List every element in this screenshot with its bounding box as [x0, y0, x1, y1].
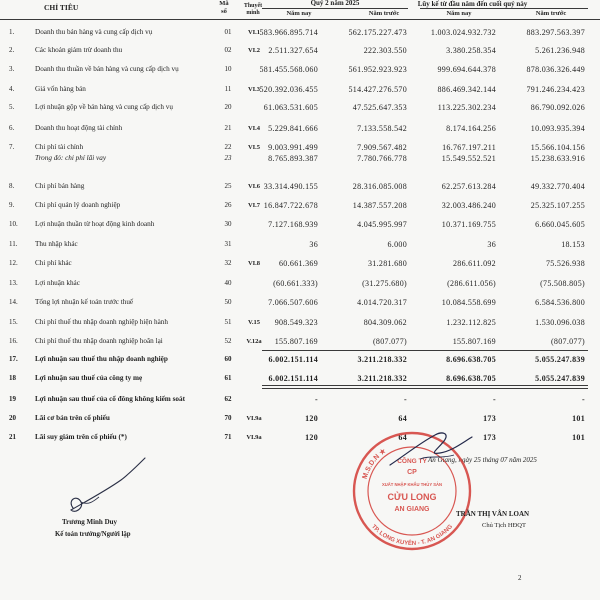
quarter-prior-value: 4.014.720.317 [357, 297, 407, 307]
row-note: VI.6 [247, 182, 261, 190]
quarter-prior-value: 47.525.647.353 [352, 102, 407, 112]
ytd-prior-value: 86.790.092.026 [530, 102, 585, 112]
row-code: 62 [224, 394, 232, 403]
row-code: 51 [224, 317, 232, 326]
row-number: 4. [9, 84, 15, 93]
row-note: VI.1 [247, 28, 261, 36]
table-row [0, 413, 600, 424]
row-code: 26 [224, 200, 232, 209]
table-row [0, 258, 600, 269]
table-row [0, 432, 600, 443]
table-row [0, 45, 600, 56]
header-divider [420, 8, 588, 9]
row-note: VI.8 [247, 259, 261, 267]
ytd-current-value: 62.257.613.284 [441, 181, 496, 191]
row-label: Tổng lợi nhuận kế toán trước thuế [35, 297, 134, 306]
quarter-current-value: 120 [305, 432, 318, 442]
row-code: 32 [224, 258, 232, 267]
quarter-current-value: 908.549.323 [274, 317, 318, 327]
column-group-quarter: Quý 2 năm 2025 [310, 0, 360, 7]
row-code: 20 [224, 102, 232, 111]
quarter-current-value: (60.661.333) [273, 278, 318, 288]
table-row [0, 153, 600, 164]
row-code: 21 [224, 123, 232, 132]
quarter-current-value: 61.063.531.605 [263, 102, 318, 112]
chair-title: Chủ Tịch HĐQT [482, 522, 526, 529]
chair-name: TRẦN THỊ VÂN LOAN [456, 510, 530, 518]
table-row [0, 200, 600, 211]
row-label: Trong đó: chi phí lãi vay [35, 153, 107, 162]
ytd-prior-value: 101 [572, 413, 585, 423]
row-label: Các khoản giảm trừ doanh thu [35, 45, 123, 54]
row-label: Chi phí khác [35, 258, 72, 267]
header-divider [262, 8, 408, 9]
signing-date: An Giang, ngày 25 tháng 07 năm 2025 [428, 456, 537, 464]
row-number: 1. [9, 27, 15, 36]
seal-line-4: CỬU LONG [387, 492, 437, 502]
row-code: 01 [224, 27, 232, 36]
row-number: 13. [9, 278, 18, 287]
row-note: V.12a [246, 337, 262, 345]
ytd-current-value: 886.469.342.144 [437, 84, 496, 94]
row-label: Lợi nhuận sau thuế của công ty mẹ [35, 373, 143, 382]
row-code: 50 [224, 297, 232, 306]
quarter-current-value: 7.127.168.939 [268, 219, 318, 229]
accountant-signature [55, 450, 155, 525]
column-header-quarter-prior: Năm trước [368, 10, 400, 17]
ytd-current-value: 16.767.197.211 [442, 142, 496, 152]
ytd-current-value: 8.696.638.705 [446, 373, 496, 383]
accountant-title: Kế toán trưởng/Người lập [55, 531, 131, 538]
row-label: Chi phí thuế thu nhập doanh nghiệp hoãn lại [35, 336, 163, 345]
row-label: Chi phí bán hàng [35, 181, 85, 190]
seal-ring-bottom-text: TP. LONG XUYÊN - T. AN GIANG [369, 523, 455, 548]
row-number: 18 [9, 373, 16, 382]
ytd-prior-value: 25.325.107.255 [530, 200, 585, 210]
row-note: VI.4 [247, 124, 261, 132]
ytd-prior-value: 878.036.326.449 [526, 64, 585, 74]
quarter-prior-value: 7.133.558.542 [357, 123, 407, 133]
quarter-prior-value: - [404, 394, 407, 404]
row-note: VI.9a [246, 433, 262, 441]
row-number: 20 [9, 413, 16, 422]
row-number: 14. [9, 297, 18, 306]
row-number: 12. [9, 258, 18, 267]
row-label: Lợi nhuận khác [35, 278, 80, 287]
ytd-prior-value: 5.261.236.948 [535, 45, 585, 55]
row-number: 8. [9, 181, 15, 190]
ytd-current-value: 173 [483, 432, 496, 442]
total-rule [262, 350, 588, 351]
ytd-prior-value: 10.093.935.394 [530, 123, 585, 133]
ytd-current-value: 10.084.558.699 [441, 297, 496, 307]
ytd-current-value: 32.003.486.240 [441, 200, 496, 210]
table-row [0, 64, 600, 75]
row-note: VI.7 [247, 201, 261, 209]
table-row [0, 394, 600, 405]
quarter-current-value: 155.807.169 [274, 336, 318, 346]
row-code: 60 [224, 354, 232, 363]
ytd-prior-value: 49.332.770.404 [530, 181, 585, 191]
quarter-current-value: 33.314.490.155 [263, 181, 318, 191]
row-code: 02 [224, 45, 232, 54]
row-label: Thu nhập khác [35, 239, 78, 248]
row-number: 9. [9, 200, 15, 209]
row-label: Lợi nhuận gộp về bán hàng và cung cấp dịch vụ [35, 102, 173, 111]
ytd-prior-value: 1.530.096.038 [535, 317, 585, 327]
column-header-quarter-current: Năm nay [286, 10, 312, 17]
row-code: 71 [224, 432, 232, 441]
row-code: 31 [224, 239, 232, 248]
ytd-prior-value: 6.660.045.605 [535, 219, 585, 229]
ytd-current-value: (286.611.056) [447, 278, 496, 288]
quarter-prior-value: 28.316.085.008 [352, 181, 407, 191]
row-number: 3. [9, 64, 15, 73]
table-row [0, 219, 600, 230]
column-header-chi-tieu: CHỈ TIÊU [44, 3, 79, 12]
seal-line-2: CP [407, 469, 417, 476]
seal-line-3: XUẤT NHẬP KHẨU THỦY SẢN [381, 482, 443, 487]
ytd-prior-value: 75.526.938 [546, 258, 585, 268]
ytd-prior-value: 5.055.247.839 [535, 373, 585, 383]
row-note: VI.3 [247, 85, 261, 93]
row-code: 22 [224, 142, 232, 151]
ytd-current-value: - [493, 394, 496, 404]
table-row [0, 317, 600, 328]
quarter-prior-value: 804.309.062 [363, 317, 407, 327]
ytd-prior-value: (807.077) [550, 336, 585, 346]
quarter-current-value: 36 [309, 239, 318, 249]
quarter-prior-value: 7.780.766.778 [357, 153, 407, 163]
quarter-current-value: 581.455.568.060 [259, 64, 318, 74]
quarter-current-value: 520.392.036.455 [259, 84, 318, 94]
quarter-current-value: 120 [305, 413, 318, 423]
quarter-prior-value: 4.045.995.997 [357, 219, 407, 229]
quarter-prior-value: 64 [398, 432, 407, 442]
row-number: 5. [9, 102, 15, 111]
row-code: 23 [224, 153, 232, 162]
seal-line-1: CÔNG TY [397, 458, 427, 465]
quarter-current-value: 583.966.895.714 [259, 27, 318, 37]
table-row [0, 123, 600, 134]
row-number: 16. [9, 336, 18, 345]
ytd-current-value: 10.371.169.755 [441, 219, 496, 229]
row-number: 15. [9, 317, 18, 326]
quarter-prior-value: 222.303.550 [363, 45, 407, 55]
ytd-current-value: 1.003.024.932.732 [430, 27, 496, 37]
quarter-current-value: 60.661.369 [279, 258, 318, 268]
row-note: VI.2 [247, 46, 261, 54]
quarter-prior-value: 64 [398, 413, 407, 423]
table-row [0, 142, 600, 153]
ytd-prior-value: 883.297.563.397 [526, 27, 585, 37]
double-underline [262, 385, 588, 389]
quarter-current-value: 8.765.893.387 [268, 153, 318, 163]
table-row [0, 181, 600, 192]
quarter-prior-value: 31.281.680 [368, 258, 407, 268]
column-header-ytd-prior: Năm trước [535, 10, 567, 17]
row-code: 25 [224, 181, 232, 190]
table-row [0, 84, 600, 95]
row-label: Lợi nhuận thuần từ hoạt động kinh doanh [35, 219, 155, 228]
ytd-prior-value: (75.508.805) [540, 278, 585, 288]
row-label: Doanh thu thuần về bán hàng và cung cấp dịch vụ [35, 64, 179, 73]
row-number: 19 [9, 394, 16, 403]
row-label: Lãi suy giảm trên cổ phiếu (*) [35, 432, 127, 441]
column-header-ma-so: Mã số [219, 0, 229, 15]
row-number: 10. [9, 219, 18, 228]
row-label: Lợi nhuận sau thuế của cổ đông không kiểm soát [35, 394, 185, 403]
row-code: 40 [224, 278, 232, 287]
table-row [0, 239, 600, 250]
header-bottom-rule [0, 19, 600, 20]
quarter-current-value: 5.229.841.666 [268, 123, 318, 133]
table-row [0, 354, 600, 365]
ytd-current-value: 173 [483, 413, 496, 423]
quarter-prior-value: 3.211.218.332 [357, 354, 407, 364]
row-note: VI.5 [247, 143, 261, 151]
ytd-prior-value: 15.238.633.916 [530, 153, 585, 163]
quarter-prior-value: (31.275.680) [362, 278, 407, 288]
quarter-current-value: - [315, 394, 318, 404]
quarter-prior-value: 7.909.567.482 [357, 142, 407, 152]
row-number: 7. [9, 142, 15, 151]
row-code: 52 [224, 336, 232, 345]
row-note: VI.9a [246, 414, 262, 422]
row-label: Chi phí tài chính [35, 142, 84, 151]
row-label: Chi phí quản lý doanh nghiệp [35, 200, 121, 209]
row-code: 10 [224, 64, 232, 73]
ytd-prior-value: 18.153 [561, 239, 585, 249]
seal-line-5: AN GIANG [394, 506, 430, 513]
row-label: Giá vốn hàng bán [35, 84, 86, 93]
column-header-thuyet-minh: Thuyết minh [243, 3, 263, 16]
quarter-current-value: 9.003.991.499 [268, 142, 318, 152]
ytd-current-value: 286.611.092 [452, 258, 496, 268]
ytd-prior-value: 6.584.536.800 [535, 297, 585, 307]
row-number: 6. [9, 123, 15, 132]
row-label: Chi phí thuế thu nhập doanh nghiệp hiện hành [35, 317, 168, 326]
ytd-current-value: 8.174.164.256 [446, 123, 496, 133]
column-group-ytd: Lũy kế từ đầu năm đến cuối quý này [417, 0, 528, 8]
row-code: 70 [224, 413, 232, 422]
row-number: 2. [9, 45, 15, 54]
seal-ring-top-text: M.S.D.N ★ [361, 447, 388, 480]
ytd-current-value: 3.380.258.354 [446, 45, 496, 55]
row-note: V.15 [248, 318, 260, 326]
quarter-prior-value: 514.427.276.570 [348, 84, 407, 94]
quarter-current-value: 6.002.151.114 [268, 354, 318, 364]
table-row [0, 102, 600, 113]
table-row [0, 27, 600, 38]
ytd-prior-value: 101 [572, 432, 585, 442]
ytd-current-value: 999.694.644.378 [437, 64, 496, 74]
table-row [0, 336, 600, 347]
quarter-prior-value: 562.175.227.473 [348, 27, 407, 37]
ytd-current-value: 113.225.302.234 [437, 102, 496, 112]
quarter-current-value: 7.066.507.606 [268, 297, 318, 307]
quarter-prior-value: 6.000 [387, 239, 407, 249]
table-row [0, 373, 600, 384]
ytd-current-value: 1.232.112.825 [446, 317, 496, 327]
accountant-name: Trương Minh Duy [62, 518, 118, 526]
row-number: 11. [9, 239, 18, 248]
quarter-current-value: 2.511.327.654 [268, 45, 318, 55]
column-header-ytd-current: Năm nay [446, 10, 472, 17]
row-number: 21 [9, 432, 16, 441]
ytd-prior-value: - [582, 394, 585, 404]
row-label: Lợi nhuận sau thuế thu nhập doanh nghiệp [35, 354, 168, 363]
row-label: Doanh thu hoạt động tài chính [35, 123, 123, 132]
quarter-prior-value: 14.387.557.208 [352, 200, 407, 210]
row-label: Lãi cơ bản trên cổ phiếu [35, 413, 110, 422]
quarter-prior-value: (807.077) [372, 336, 407, 346]
row-code: 30 [224, 219, 232, 228]
quarter-prior-value: 3.211.218.332 [357, 373, 407, 383]
quarter-prior-value: 561.952.923.923 [348, 64, 407, 74]
quarter-current-value: 6.002.151.114 [268, 373, 318, 383]
row-number: 17. [9, 354, 18, 363]
ytd-prior-value: 15.566.104.156 [530, 142, 585, 152]
row-code: 61 [224, 373, 232, 382]
row-label: Doanh thu bán hàng và cung cấp dịch vụ [35, 27, 153, 36]
ytd-prior-value: 791.246.234.423 [526, 84, 585, 94]
page-number: 2 [518, 574, 522, 582]
ytd-current-value: 8.696.638.705 [446, 354, 496, 364]
quarter-current-value: 16.847.722.678 [263, 200, 318, 210]
table-row [0, 278, 600, 289]
ytd-current-value: 15.549.552.521 [441, 153, 496, 163]
table-row [0, 297, 600, 308]
ytd-current-value: 36 [487, 239, 496, 249]
ytd-prior-value: 5.055.247.839 [535, 354, 585, 364]
row-code: 11 [224, 84, 232, 93]
chair-signature [380, 425, 480, 475]
ytd-current-value: 155.807.169 [452, 336, 496, 346]
